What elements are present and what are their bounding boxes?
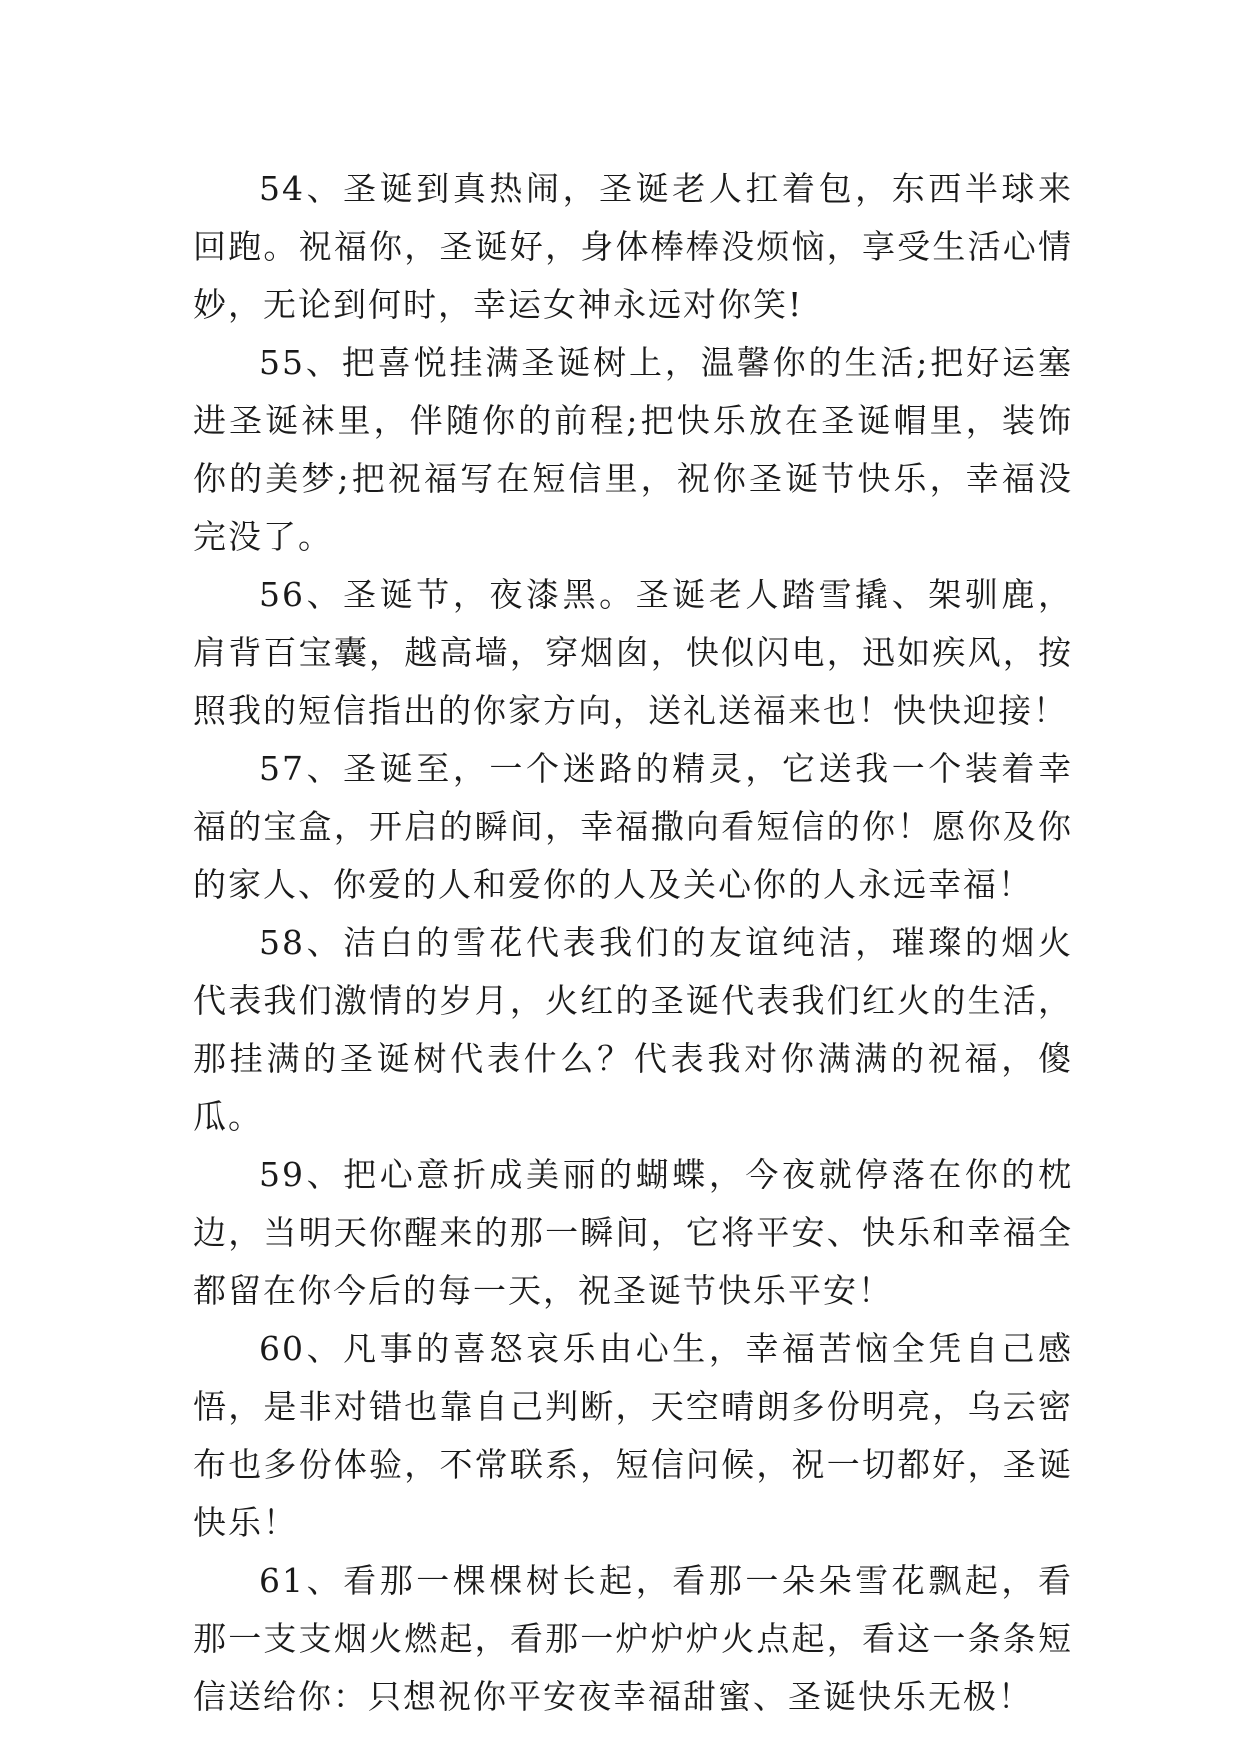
paragraph-61: 61、看那一棵棵树长起，看那一朵朵雪花飘起，看那一支支烟火燃起，看那一炉炉炉火点起，看这一条条短信送给你：只想祝你平安夜幸福甜蜜、圣诞快乐无极！ — [193, 1561, 1073, 1716]
paragraph-58: 58、洁白的雪花代表我们的友谊纯洁，璀璨的烟火代表我们激情的岁月，火红的圣诞代表我们红火的生活，那挂满的圣诞树代表什么？代表我对你满满的祝福，傻瓜。 — [193, 923, 1073, 1136]
document-body — [193, 160, 1073, 1726]
paragraph-54: 54、圣诞到真热闹，圣诞老人扛着包，东西半球来回跑。祝福你，圣诞好，身体棒棒没烦恼，享受生活心情妙，无论到何时，幸运女神永远对你笑! — [193, 169, 1073, 324]
paragraph-59: 59、把心意折成美丽的蝴蝶，今夜就停落在你的枕边，当明天你醒来的那一瞬间，它将平安、快乐和幸福全都留在你今后的每一天，祝圣诞节快乐平安！ — [193, 1155, 1073, 1310]
paragraph-57: 57、圣诞至，一个迷路的精灵，它送我一个装着幸福的宝盒，开启的瞬间，幸福撒向看短信的你！愿你及你的家人、你爱的人和爱你的人及关心你的人永远幸福！ — [193, 749, 1073, 904]
paragraph-56: 56、圣诞节，夜漆黑。圣诞老人踏雪撬、架驯鹿，肩背百宝囊，越高墙，穿烟囱，快似闪电，迅如疾风，按照我的短信指出的你家方向，送礼送福来也！快快迎接！ — [193, 575, 1073, 730]
paragraph-60: 60、凡事的喜怒哀乐由心生，幸福苦恼全凭自己感悟，是非对错也靠自己判断，天空晴朗多份明亮，乌云密布也多份体验，不常联系，短信问候，祝一切都好，圣诞快乐！ — [193, 1329, 1073, 1542]
paragraph-55: 55、把喜悦挂满圣诞树上，温馨你的生活;把好运塞进圣诞袜里，伴随你的前程;把快乐放在圣诞帽里，装饰你的美梦;把祝福写在短信里，祝你圣诞节快乐，幸福没完没了。 — [193, 343, 1073, 556]
